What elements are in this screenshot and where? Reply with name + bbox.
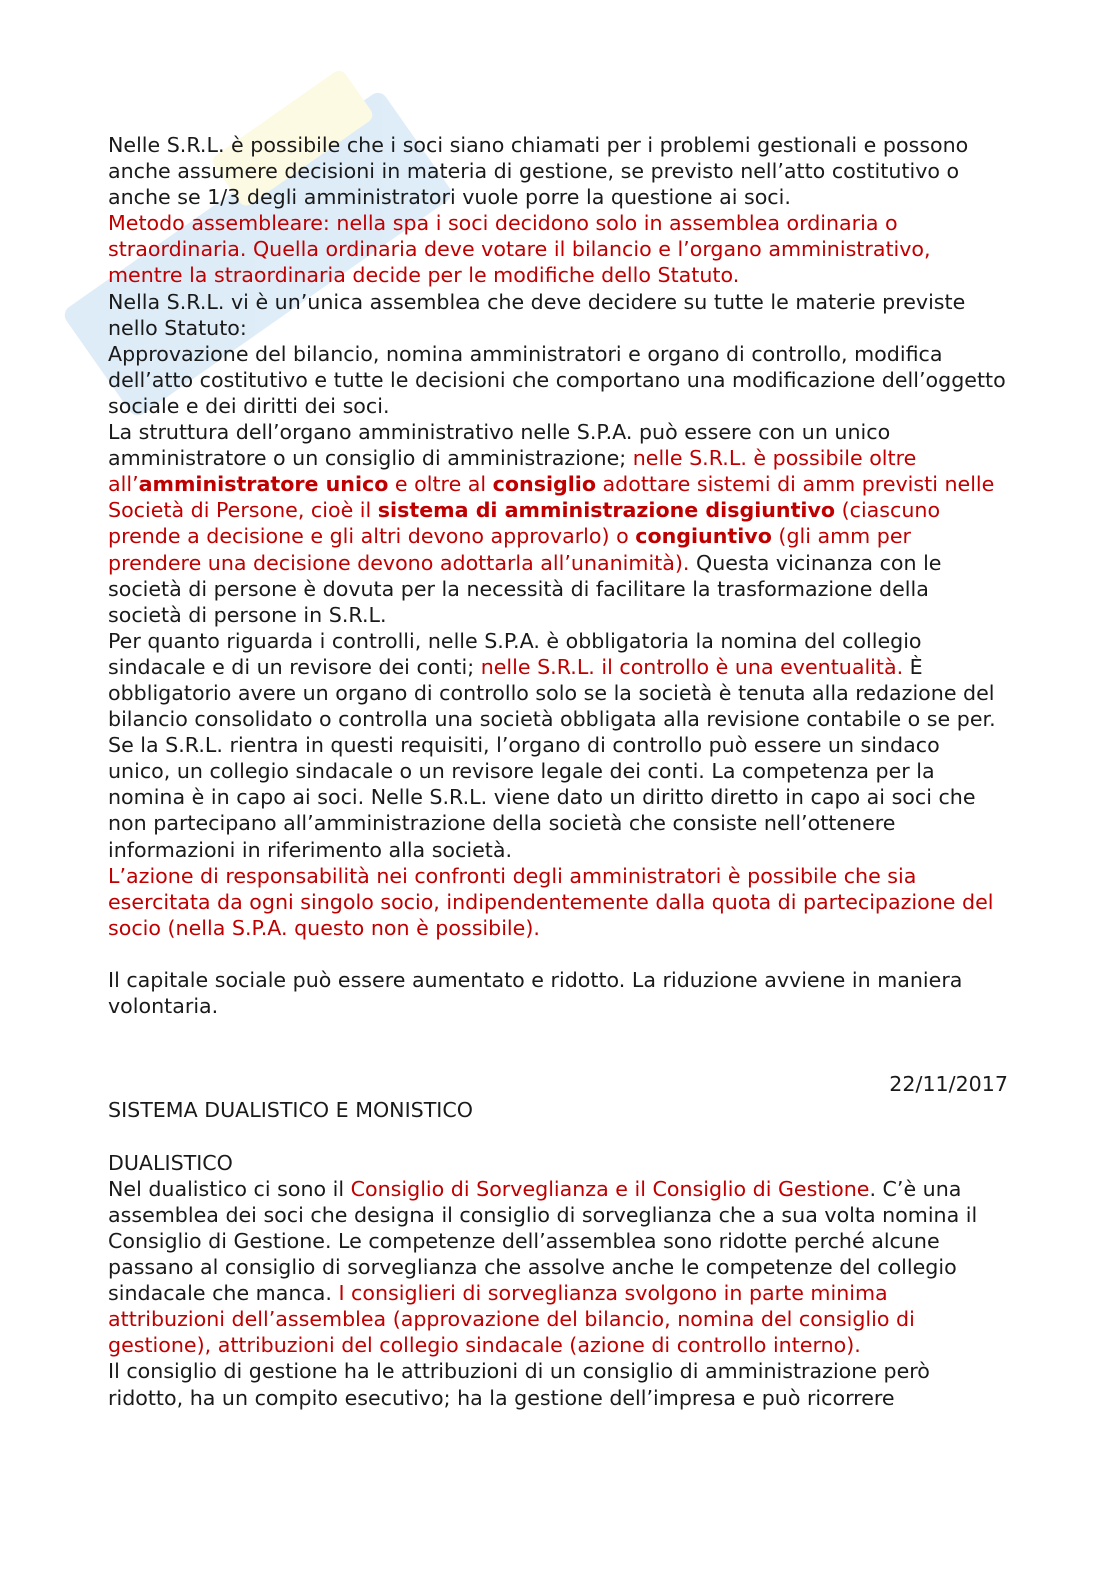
text-span: Nel dualistico ci sono il	[108, 1176, 351, 1201]
paragraph-materie-statuto: Approvazione del bilancio, nomina amministratori e organo di controllo, modifica dell’atto costitutivo e tutte le decisioni che comportano una modificazione dell’oggetto sociale e dei diritti dei soci.	[108, 341, 1006, 418]
document-page	[108, 132, 1008, 1411]
text-span: Per quanto riguarda i controlli, nelle S.P.A. è obbligatoria la nomina del collegio sindacale e di un revisore dei conti;	[108, 628, 922, 679]
paragraph-consiglio-gestione: Il consiglio di gestione ha le attribuzioni di un consiglio di amministrazione però ridotto, ha un compito esecutivo; ha la gestione dell’impresa e può ricorrere	[108, 1359, 930, 1410]
paragraph-capitale-sociale: Il capitale sociale può essere aumentato e ridotto. La riduzione avviene in maniera volontaria.	[108, 968, 963, 1019]
paragraph-unica-assemblea: Nella S.R.L. vi è un’unica assemblea che deve decidere su tutte le materie previste nello Statuto:	[108, 289, 966, 340]
bold-term-amministratore-unico: amministratore unico	[138, 472, 389, 497]
date: 22/11/2017	[889, 1072, 1008, 1097]
text-span: nelle S.R.L. il controllo è una eventualità.	[480, 654, 904, 679]
bold-term-consiglio: consiglio	[492, 472, 597, 497]
subsection-title: DUALISTICO	[108, 1150, 233, 1175]
paragraph-struttura-organo	[108, 419, 1008, 628]
paragraph-srl-soci: Nelle S.R.L. è possibile che i soci siano chiamati per i problemi gestionali e possono anche assumere decisioni in materia di gestione, se previsto nell’atto costitutivo o anche se 1/3 degli amministratori vuole porre la questione ai soci.	[108, 133, 969, 210]
blank-line	[108, 1124, 1008, 1150]
paragraph-azione-responsabilita: L’azione di responsabilità nei confronti degli amministratori è possibile che sia esercitata da ogni singolo socio, indipendentemente dalla quota di partecipazione del socio (nella S.P.A. questo non è possibile).	[108, 863, 994, 940]
bold-term-sistema-disgiuntivo: sistema di amministrazione disgiuntivo	[377, 498, 836, 523]
text-span: I consiglieri di sorveglianza svolgono in parte minima attribuzioni dell’assemblea (approvazione del bilancio, nomina del consiglio di gestione), attribuzioni del collegio sindacale (azione di controllo interno).	[108, 1281, 915, 1358]
text-span: Questa vicinanza con le società di persone è dovuta per la necessità di facilitare la trasformazione della società di persone in S.R.L.	[108, 550, 942, 627]
text-span: . C’è una assemblea dei soci che designa il consiglio di sorveglianza che a sua volta nomina il Consiglio di Gestione. Le competenze dell’assemblea sono ridotte perché alcune passano al consiglio di sorveglianza che assolve anche le competenze del collegio sindacale che manca.	[108, 1176, 978, 1306]
text-span: Consiglio di Sorveglianza e il Consiglio di Gestione	[350, 1176, 870, 1201]
blank-line	[108, 941, 1008, 967]
text-span: adottare sistemi di amm previsti nelle Società di Persone, cioè il	[108, 472, 995, 523]
paragraph-dualistico	[108, 1176, 1008, 1359]
text-span: e oltre al	[388, 472, 493, 497]
blank-line	[108, 1019, 1008, 1045]
text-span: (ciascuno prende a decisione e gli altri devono approvarlo) o	[108, 498, 941, 549]
text-span: nelle S.R.L. è possibile oltre all’	[108, 446, 917, 497]
text-span: È obbligatorio avere un organo di controllo solo se la società è tenuta alla redazione del bilancio consolidato o controlla una società obbligata alla revisione contabile o se per. Se la S.R.L. rientra in questi requisiti, l’organo di controllo può essere un sindaco unico, un collegio sindacale o un revisore legale dei conti. La competenza per la nomina è in capo ai soci. Nelle S.R.L. viene dato un diritto diretto in capo ai soci che non partecipano all’amministrazione della società che consiste nell’ottenere informazioni in riferimento alla società.	[108, 654, 996, 862]
text-span: La struttura dell’organo amministrativo nelle S.P.A. può essere con un unico amministratore o un consiglio di amministrazione;	[108, 420, 891, 471]
paragraph-metodo-assembleare: Metodo assembleare: nella spa i soci decidono solo in assemblea ordinaria o straordinaria. Quella ordinaria deve votare il bilancio e l’organo amministrativo, mentre la straordinaria decide per le modifiche dello Statuto.	[108, 211, 931, 288]
bold-term-congiuntivo: congiuntivo	[635, 524, 772, 549]
paragraph-controlli	[108, 628, 1008, 863]
section-title: SISTEMA DUALISTICO E MONISTICO	[108, 1098, 473, 1123]
blank-line	[108, 1045, 1008, 1071]
text-span: (gli amm per prendere una decisione devono adottarla all’unanimità).	[108, 524, 911, 575]
